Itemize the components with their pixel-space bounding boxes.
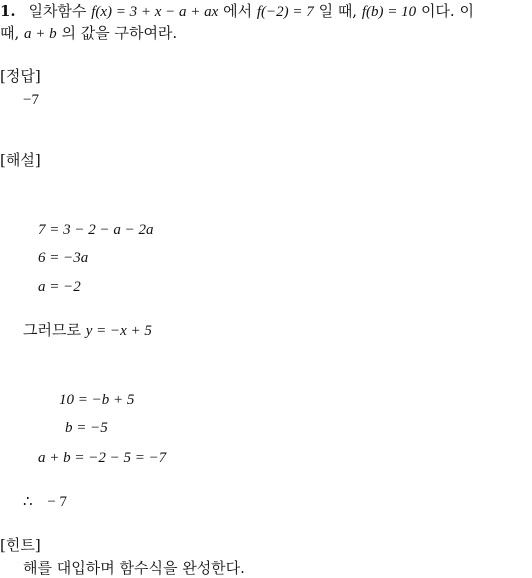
question-number: 1. bbox=[0, 2, 16, 20]
solution-step-4: 10 = −b + 5 bbox=[59, 392, 135, 408]
solution-therefore-line bbox=[23, 320, 152, 341]
question-target-expression: a + b bbox=[24, 26, 57, 42]
solution-step-5: b = −5 bbox=[65, 420, 108, 436]
question-text-a: 일차함수 bbox=[28, 2, 87, 20]
question-condition-2: f(b) = 10 bbox=[361, 4, 417, 20]
solution-step-3: a = −2 bbox=[38, 279, 81, 295]
question-text-d: 이다. 이 bbox=[420, 2, 474, 20]
solution-step-1: 7 = 3 − 2 − a − 2a bbox=[38, 222, 154, 238]
question-function: f(x) = 3 + x − a + ax bbox=[91, 4, 219, 20]
solution-therefore-text: 그러므로 bbox=[23, 321, 81, 339]
solution-step-6: a + b = −2 − 5 = −7 bbox=[38, 450, 167, 466]
solution-label: [해설] bbox=[0, 151, 41, 169]
hint-text: 해를 대입하며 함수식을 완성한다. bbox=[23, 559, 245, 577]
answer-label: [정답] bbox=[0, 67, 41, 85]
question-text-f: 의 값을 구하여라. bbox=[61, 24, 178, 42]
solution-final-value: − 7 bbox=[47, 494, 68, 510]
hint-label: [힌트] bbox=[0, 536, 41, 554]
answer-value: −7 bbox=[23, 92, 39, 108]
question-text-e: 때, bbox=[0, 24, 20, 42]
question-condition-1: f(−2) = 7 bbox=[256, 4, 314, 20]
question-text-b: 에서 bbox=[223, 2, 253, 20]
question-line-1 bbox=[0, 1, 474, 22]
solution-linear-function: y = −x + 5 bbox=[85, 323, 152, 339]
therefore-symbol: ∴ bbox=[23, 494, 33, 510]
question-line-2 bbox=[0, 23, 177, 44]
solution-conclusion bbox=[23, 491, 67, 512]
solution-step-2: 6 = −3a bbox=[38, 250, 89, 266]
question-text-c: 일 때, bbox=[318, 2, 358, 20]
